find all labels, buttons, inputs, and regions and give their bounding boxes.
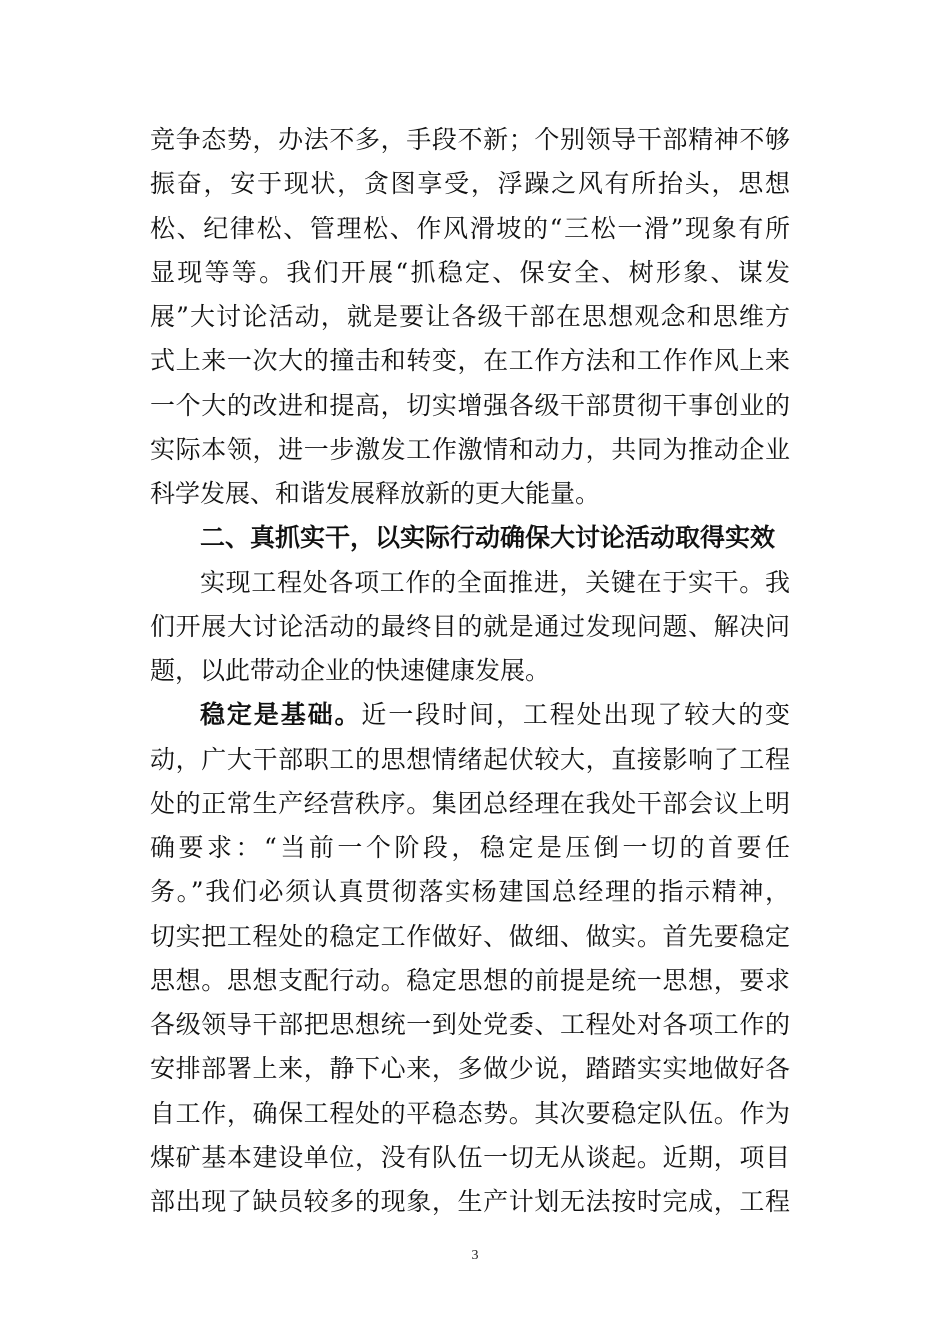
- paragraph-text: 近一段时间，工程处出现了较大的变: [361, 700, 790, 729]
- page-number: 3: [471, 1248, 479, 1263]
- text-line: 振奋，安于现状，贪图享受，浮躁之风有所抬头，思想: [150, 169, 790, 198]
- text-line: 部出现了缺员较多的现象，生产计划无法按时完成，工程: [150, 1187, 790, 1216]
- text-line: 显现等等。我们开展“抓稳定、保安全、树形象、谋发: [150, 258, 790, 287]
- text-line: 松、纪律松、管理松、作风滑坡的“三松一滑”现象有所: [150, 214, 790, 243]
- text-line: 动，广大干部职工的思想情绪起伏较大，直接影响了工程: [150, 745, 790, 774]
- text-line: 展”大讨论活动，就是要让各级干部在思想观念和思维方: [150, 302, 790, 331]
- text-line: 实现工程处各项工作的全面推进，关键在于实干。我: [200, 568, 790, 597]
- text-line: 竞争态势，办法不多，手段不新；个别领导干部精神不够: [150, 125, 790, 154]
- text-line: 安排部署上来，静下心来，多做少说，踏踏实实地做好各: [150, 1054, 790, 1083]
- text-line: 处的正常生产经营秩序。集团总经理在我处干部会议上明: [150, 789, 790, 818]
- text-line: 们开展大讨论活动的最终目的就是通过发现问题、解决问: [150, 612, 790, 641]
- text-line: 确要求：“当前一个阶段，稳定是压倒一切的首要任: [150, 833, 790, 862]
- text-line: 务。”我们必须认真贯彻落实杨建国总经理的指示精神，: [150, 877, 790, 906]
- text-line: 题，以此带动企业的快速健康发展。: [150, 656, 551, 685]
- text-line: 实际本领，进一步激发工作激情和动力，共同为推动企业: [150, 435, 790, 464]
- text-line: 思想。思想支配行动。稳定思想的前提是统一思想，要求: [150, 966, 790, 995]
- text-line: 煤矿基本建设单位，没有队伍一切无从谈起。近期，项目: [150, 1143, 790, 1172]
- paragraph-lead: 稳定是基础。: [200, 700, 362, 729]
- text-line: [200, 691, 790, 739]
- text-line: 自工作，确保工程处的平稳态势。其次要稳定队伍。作为: [150, 1099, 790, 1128]
- text-line: 切实把工程处的稳定工作做好、做细、做实。首先要稳定: [150, 922, 790, 951]
- text-line: 一个大的改进和提高，切实增强各级干部贯彻干事创业的: [150, 391, 790, 420]
- text-line: 科学发展、和谐发展释放新的更大能量。: [150, 479, 601, 508]
- section-heading: 二、真抓实干，以实际行动确保大讨论活动取得实效: [200, 523, 776, 552]
- text-line: 式上来一次大的撞击和转变，在工作方法和工作作风上来: [150, 346, 790, 375]
- text-line: 各级领导干部把思想统一到处党委、工程处对各项工作的: [150, 1010, 790, 1039]
